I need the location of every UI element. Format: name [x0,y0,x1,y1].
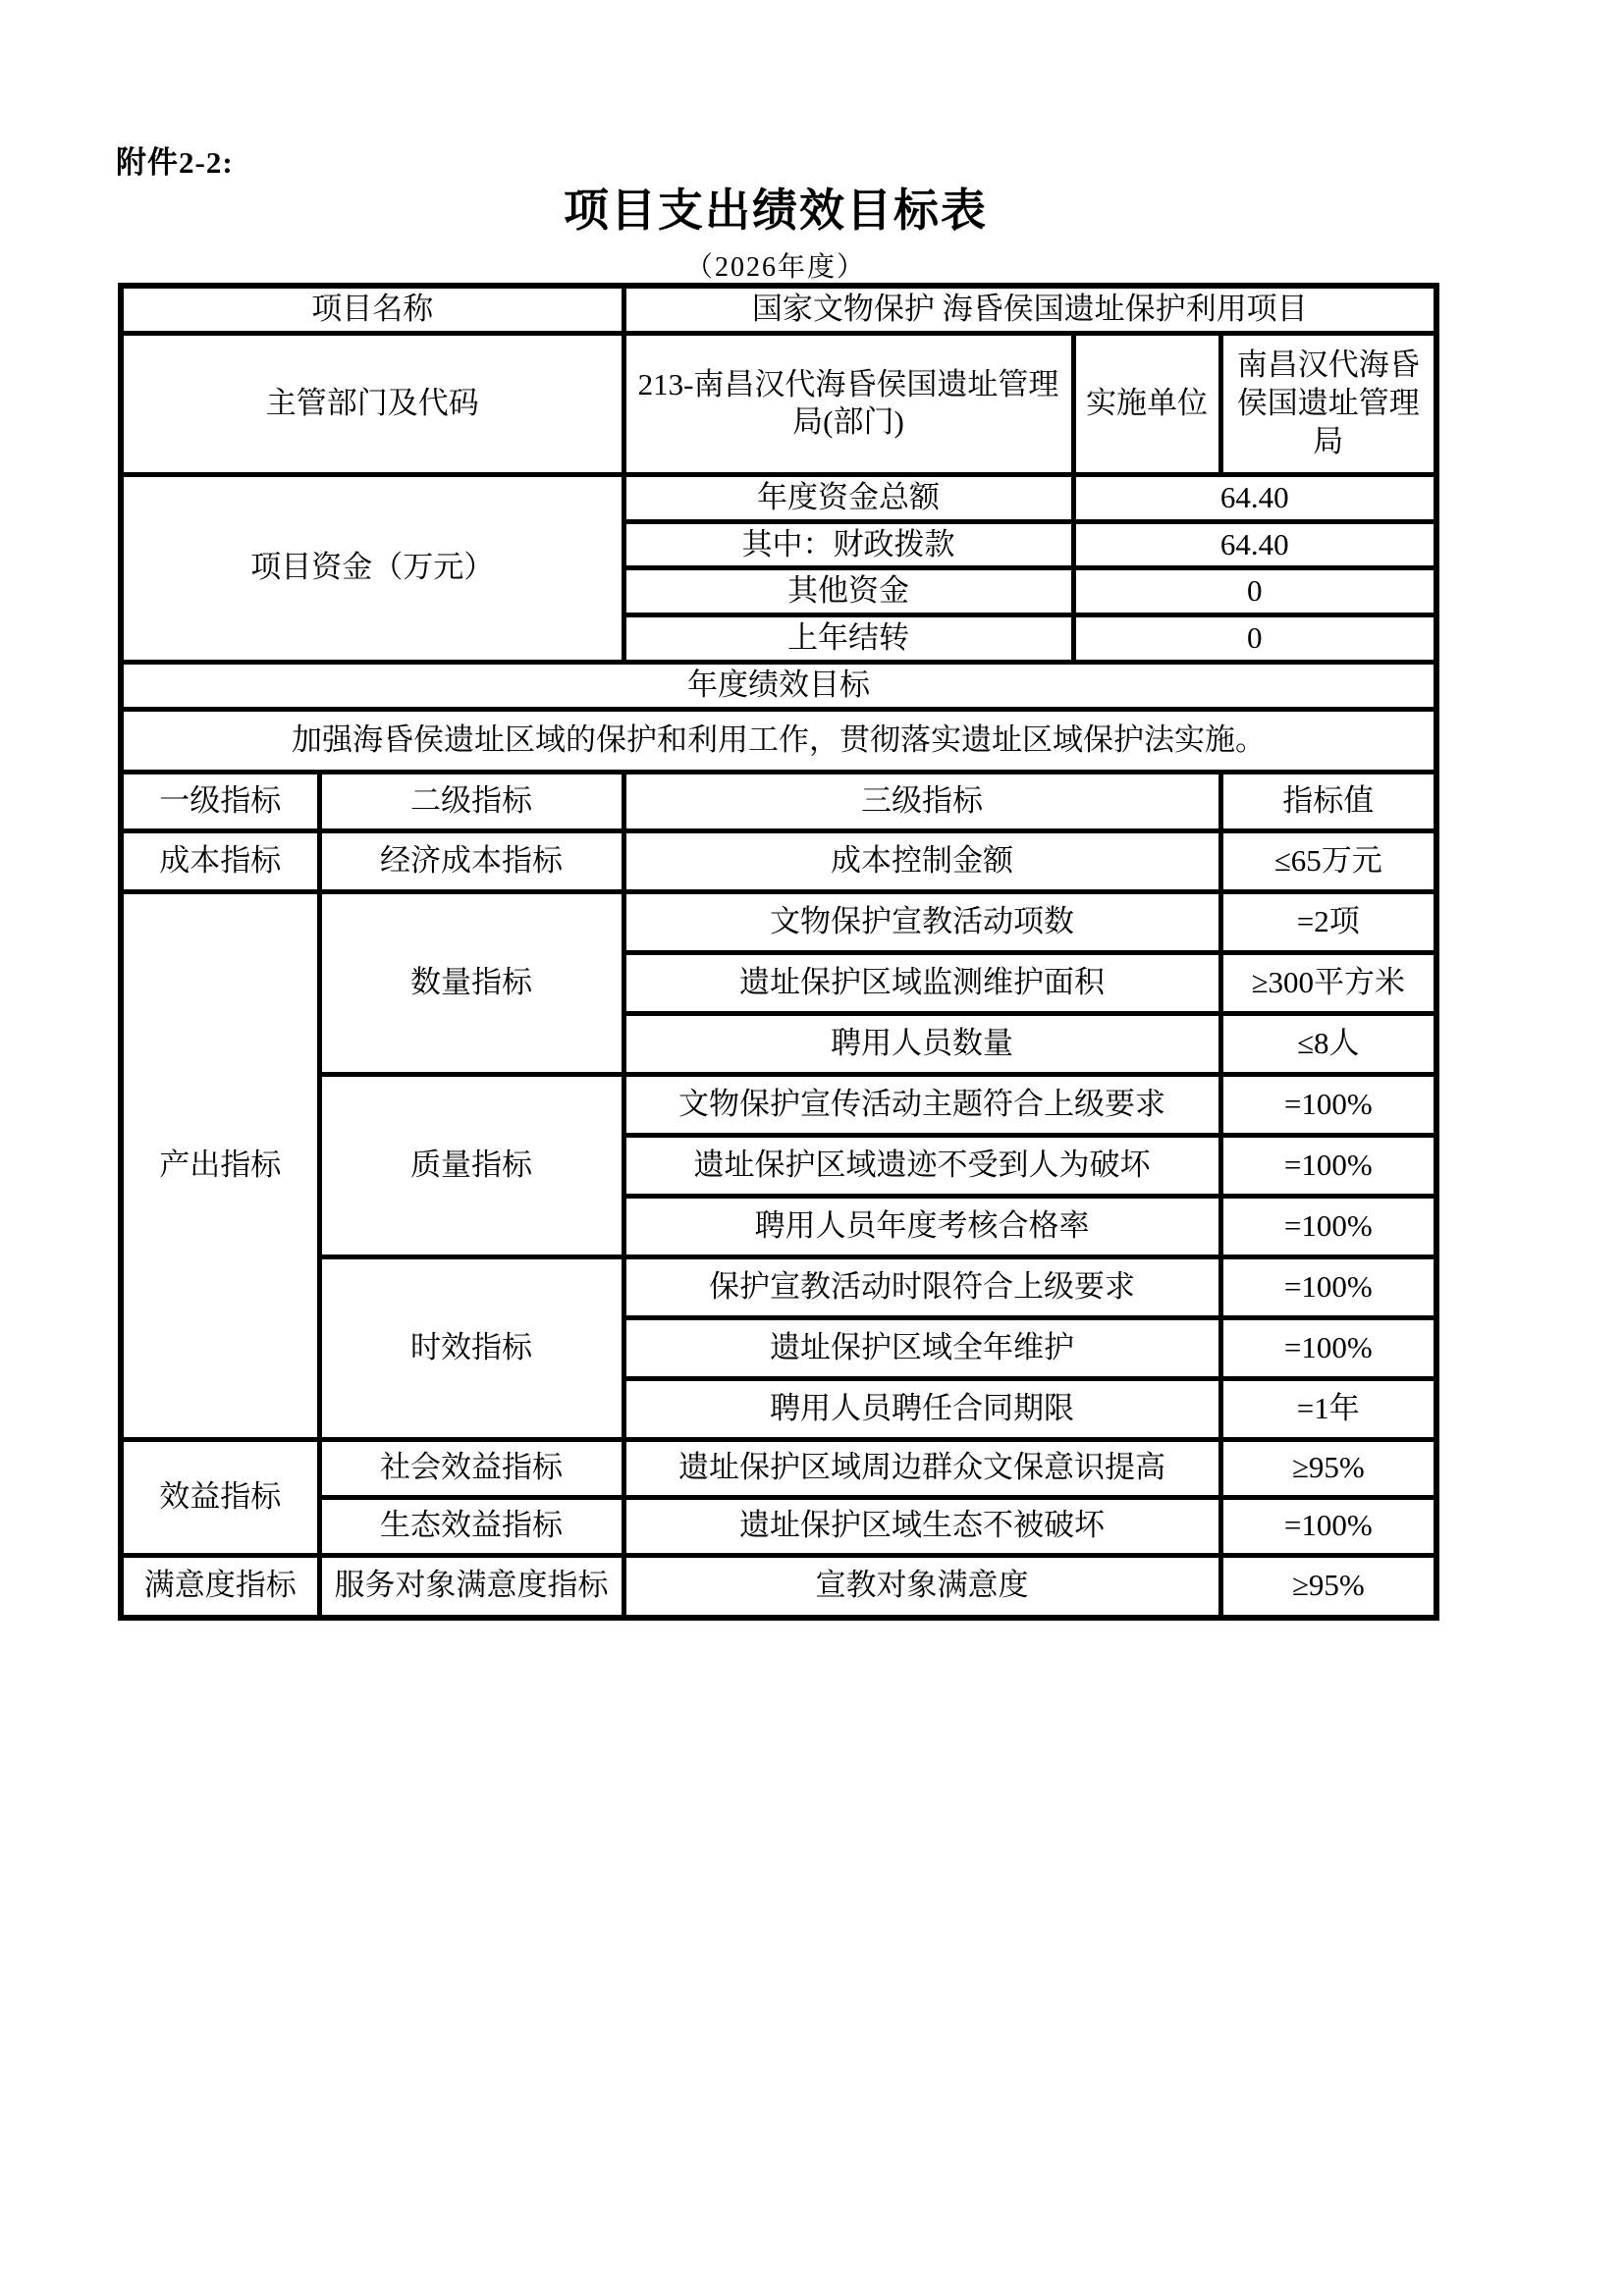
indicator-value: ≥300平方米 [1220,952,1436,1013]
indicator-level2: 数量指标 [319,891,623,1074]
indicator-value: ≤8人 [1220,1013,1436,1074]
project-name-label: 项目名称 [121,286,623,333]
table-row [121,830,1436,891]
dept-label: 主管部门及代码 [121,333,623,474]
page-title: 项目支出绩效目标表 [564,186,988,236]
indicator-level3: 文物保护宣教活动项数 [623,891,1220,952]
funding-amount-carryover: 0 [1073,615,1436,663]
table-row [121,891,1436,952]
indicator-value: =100% [1220,1135,1436,1196]
performance-target-table [118,283,1439,1621]
funding-amount-fiscal: 64.40 [1073,521,1436,568]
impl-unit-label: 实施单位 [1073,333,1220,474]
table-row [121,1555,1436,1618]
indicator-value: =1年 [1220,1378,1436,1439]
col-header-value: 指标值 [1220,772,1436,830]
indicator-value: =100% [1220,1256,1436,1317]
indicator-level3: 保护宣教活动时限符合上级要求 [623,1256,1220,1317]
annual-goal-header: 年度绩效目标 [121,662,1436,709]
indicator-level3: 聘用人员年度考核合格率 [623,1196,1220,1256]
col-header-level3: 三级指标 [623,772,1220,830]
table-row [121,709,1436,772]
indicator-level3: 聘用人员数量 [623,1013,1220,1074]
indicator-level3: 遗址保护区域生态不被破坏 [623,1497,1220,1555]
indicator-level3: 聘用人员聘任合同期限 [623,1378,1220,1439]
indicator-value: =2项 [1220,891,1436,952]
indicator-level2: 经济成本指标 [319,830,623,891]
indicator-level3: 遗址保护区域周边群众文保意识提高 [623,1439,1220,1497]
indicator-level2: 质量指标 [319,1074,623,1256]
funding-item-other: 其他资金 [623,568,1073,615]
indicator-level3: 遗址保护区域遗迹不受到人为破坏 [623,1135,1220,1196]
indicator-level3: 遗址保护区域监测维护面积 [623,952,1220,1013]
funding-amount-other: 0 [1073,568,1436,615]
funding-amount-total: 64.40 [1073,474,1436,521]
attachment-label: 附件2-2: [116,145,234,180]
dept-value: 213-南昌汉代海昏侯国遗址管理局(部门) [623,333,1073,474]
table-row [121,474,1436,521]
indicator-level2: 服务对象满意度指标 [319,1555,623,1618]
indicator-level1: 产出指标 [121,891,319,1439]
indicator-value: ≥95% [1220,1555,1436,1618]
funding-item-fiscal: 其中：财政拨款 [623,521,1073,568]
indicator-value: =100% [1220,1196,1436,1256]
indicator-value: ≥95% [1220,1439,1436,1497]
annual-goal-text: 加强海昏侯遗址区域的保护和利用工作，贯彻落实遗址区域保护法实施。 [121,709,1436,772]
table-row [121,772,1436,830]
table-row [121,286,1436,333]
funding-label: 项目资金（万元） [121,474,623,662]
project-name-value: 国家文物保护 海昏侯国遗址保护利用项目 [623,286,1436,333]
indicator-value: =100% [1220,1497,1436,1555]
funding-item-total: 年度资金总额 [623,474,1073,521]
funding-item-carryover: 上年结转 [623,615,1073,663]
indicator-level3: 成本控制金额 [623,830,1220,891]
indicator-level2: 社会效益指标 [319,1439,623,1497]
col-header-level1: 一级指标 [121,772,319,830]
indicator-level3: 宣教对象满意度 [623,1555,1220,1618]
table-row [121,1439,1436,1497]
indicator-level1: 满意度指标 [121,1555,319,1618]
indicator-level1: 效益指标 [121,1439,319,1555]
indicator-level2: 时效指标 [319,1256,623,1439]
indicator-value: ≤65万元 [1220,830,1436,891]
col-header-level2: 二级指标 [319,772,623,830]
impl-unit-value: 南昌汉代海昏侯国遗址管理局 [1220,333,1436,474]
indicator-value: =100% [1220,1074,1436,1135]
indicator-value: =100% [1220,1317,1436,1378]
table-row [121,333,1436,474]
indicator-level3: 文物保护宣传活动主题符合上级要求 [623,1074,1220,1135]
indicator-level3: 遗址保护区域全年维护 [623,1317,1220,1378]
indicator-level2: 生态效益指标 [319,1497,623,1555]
table-row [121,662,1436,709]
page-subtitle: （2026年度） [684,252,866,283]
indicator-level1: 成本指标 [121,830,319,891]
